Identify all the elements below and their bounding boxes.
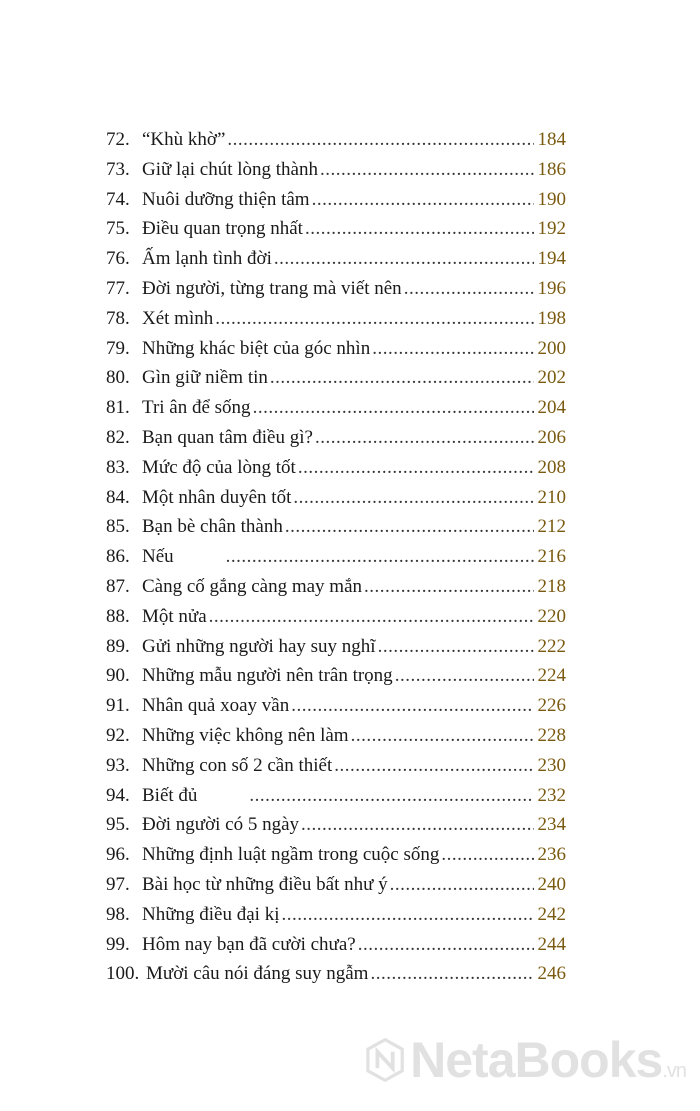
toc-entry xyxy=(106,244,566,274)
entry-page: 244 xyxy=(537,933,566,955)
toc-entry xyxy=(106,125,566,155)
dot-leader xyxy=(395,661,534,691)
entry-number: 88. xyxy=(106,605,130,627)
netabooks-logo-icon xyxy=(366,1025,404,1095)
entry-page: 208 xyxy=(537,456,566,478)
entry-page: 202 xyxy=(537,367,566,389)
dot-leader xyxy=(291,691,534,721)
toc-entry xyxy=(106,840,566,870)
toc-entry xyxy=(106,393,566,423)
entry-title: Mười câu nói đáng suy ngẫm xyxy=(146,963,369,985)
watermark-brand: NetaBooks xyxy=(410,1032,663,1088)
entry-title: Những định luật ngầm trong cuộc sống xyxy=(142,844,440,866)
entry-number: 90. xyxy=(106,665,130,687)
entry-page: 232 xyxy=(537,784,566,806)
entry-page: 196 xyxy=(537,277,566,299)
entry-number: 89. xyxy=(106,635,130,657)
dot-leader xyxy=(441,840,534,870)
watermark-text xyxy=(410,1031,686,1089)
entry-title: Điều quan trọng nhất xyxy=(142,218,303,240)
toc-entry xyxy=(106,214,566,244)
watermark-suffix: .vn xyxy=(662,1060,686,1082)
entry-number: 93. xyxy=(106,754,130,776)
entry-page: 194 xyxy=(537,248,566,270)
toc-entry xyxy=(106,870,566,900)
dot-leader xyxy=(370,959,534,989)
dot-leader xyxy=(334,751,534,781)
entry-title: Bài học từ những điều bất như ý xyxy=(142,873,388,895)
toc-entry xyxy=(106,185,566,215)
entry-number: 92. xyxy=(106,724,130,746)
toc-entry xyxy=(106,691,566,721)
table-of-contents xyxy=(106,125,566,989)
entry-title: Đời người, từng trang mà viết nên xyxy=(142,277,402,299)
entry-number: 77. xyxy=(106,277,130,299)
entry-title: Những khác biệt của góc nhìn xyxy=(142,337,371,359)
entry-number: 96. xyxy=(106,844,130,866)
entry-title: Những mẫu người nên trân trọng xyxy=(142,665,393,687)
entry-title: Ấm lạnh tình đời xyxy=(142,248,272,270)
entry-page: 210 xyxy=(537,486,566,508)
toc-entry xyxy=(106,721,566,751)
dot-leader xyxy=(209,602,534,632)
entry-number: 85. xyxy=(106,516,130,538)
entry-number: 97. xyxy=(106,873,130,895)
entry-page: 240 xyxy=(537,873,566,895)
toc-entry xyxy=(106,781,566,811)
entry-title: Giữ lại chút lòng thành xyxy=(142,158,318,180)
toc-entry xyxy=(106,632,566,662)
entry-title: Hôm nay bạn đã cười chưa? xyxy=(142,933,356,955)
entry-number: 74. xyxy=(106,188,130,210)
entry-page: 242 xyxy=(537,903,566,925)
toc-entry xyxy=(106,453,566,483)
dot-leader xyxy=(320,155,534,185)
entry-title: Tri ân để sống xyxy=(142,397,251,419)
entry-page: 224 xyxy=(537,665,566,687)
entry-number: 79. xyxy=(106,337,130,359)
entry-number: 87. xyxy=(106,575,130,597)
entry-title: Những con số 2 cần thiết xyxy=(142,754,333,776)
toc-entry xyxy=(106,572,566,602)
dot-leader xyxy=(227,125,534,155)
toc-entry xyxy=(106,661,566,691)
dot-leader xyxy=(351,721,534,751)
entry-page: 226 xyxy=(537,695,566,717)
dot-leader xyxy=(378,632,534,662)
toc-entry xyxy=(106,542,566,572)
toc-entry xyxy=(106,334,566,364)
entry-title: Một nhân duyên tốt xyxy=(142,486,292,508)
netabooks-watermark xyxy=(366,1022,686,1098)
dot-leader xyxy=(281,900,534,930)
entry-number: 82. xyxy=(106,426,130,448)
entry-number: 84. xyxy=(106,486,130,508)
entry-title: Biết đủ xyxy=(142,784,198,806)
toc-entry xyxy=(106,900,566,930)
dot-leader xyxy=(358,930,534,960)
entry-title: Đời người có 5 ngày xyxy=(142,814,300,836)
dot-leader xyxy=(390,870,534,900)
entry-number: 75. xyxy=(106,218,130,240)
dot-leader xyxy=(253,393,534,423)
entry-number: 98. xyxy=(106,903,130,925)
toc-entry xyxy=(106,423,566,453)
entry-title: Những việc không nên làm xyxy=(142,724,349,746)
toc-entry xyxy=(106,810,566,840)
dot-leader xyxy=(301,810,534,840)
entry-number: 78. xyxy=(106,307,130,329)
entry-page: 220 xyxy=(537,605,566,627)
dot-leader xyxy=(372,334,534,364)
entry-number: 99. xyxy=(106,933,130,955)
entry-title: Gìn giữ niềm tin xyxy=(142,367,268,389)
toc-entry xyxy=(106,751,566,781)
entry-page: 222 xyxy=(537,635,566,657)
entry-title: Xét mình xyxy=(142,307,214,329)
entry-page: 186 xyxy=(537,158,566,180)
toc-entry xyxy=(106,959,566,989)
entry-page: 246 xyxy=(537,963,566,985)
dot-leader xyxy=(312,185,534,215)
dot-leader xyxy=(274,244,534,274)
dot-leader xyxy=(226,542,534,572)
entry-title: Mức độ của lòng tốt xyxy=(142,456,296,478)
dot-leader xyxy=(285,512,534,542)
dot-leader xyxy=(364,572,534,602)
toc-entry xyxy=(106,602,566,632)
entry-page: 212 xyxy=(537,516,566,538)
toc-entry xyxy=(106,483,566,513)
entry-page: 204 xyxy=(537,397,566,419)
dot-leader xyxy=(270,363,534,393)
entry-title: “Khù khờ” xyxy=(142,129,226,150)
dot-leader xyxy=(315,423,534,453)
entry-number: 83. xyxy=(106,456,130,478)
entry-page: 216 xyxy=(537,546,566,568)
entry-number: 94. xyxy=(106,784,130,806)
entry-page: 236 xyxy=(537,844,566,866)
entry-page: 190 xyxy=(537,188,566,210)
entry-page: 198 xyxy=(537,307,566,329)
entry-page: 184 xyxy=(537,129,566,150)
toc-entry xyxy=(106,155,566,185)
entry-number: 100. xyxy=(106,963,140,985)
entry-title: Những điều đại kị xyxy=(142,903,280,925)
toc-entry xyxy=(106,274,566,304)
dot-leader xyxy=(249,781,534,811)
toc-entry xyxy=(106,512,566,542)
entry-number: 91. xyxy=(106,695,130,717)
entry-number: 95. xyxy=(106,814,130,836)
dot-leader xyxy=(305,214,534,244)
entry-number: 81. xyxy=(106,397,130,419)
dot-leader xyxy=(404,274,534,304)
entry-title: Càng cố gắng càng may mắn xyxy=(142,575,363,597)
toc-entry xyxy=(106,930,566,960)
entry-number: 76. xyxy=(106,248,130,270)
entry-number: 72. xyxy=(106,129,130,150)
entry-page: 234 xyxy=(537,814,566,836)
dot-leader xyxy=(298,453,534,483)
entry-page: 206 xyxy=(537,426,566,448)
entry-page: 230 xyxy=(537,754,566,776)
entry-number: 80. xyxy=(106,367,130,389)
toc-entry xyxy=(106,363,566,393)
entry-title: Nuôi dưỡng thiện tâm xyxy=(142,188,310,210)
toc-entry xyxy=(106,304,566,334)
entry-title: Nếu xyxy=(142,546,174,568)
entry-page: 192 xyxy=(537,218,566,240)
entry-number: 73. xyxy=(106,158,130,180)
entry-title: Bạn quan tâm điều gì? xyxy=(142,426,313,448)
entry-page: 218 xyxy=(537,575,566,597)
dot-leader xyxy=(215,304,534,334)
entry-title: Gửi những người hay suy nghĩ xyxy=(142,635,376,657)
entry-number: 86. xyxy=(106,546,130,568)
entry-title: Bạn bè chân thành xyxy=(142,516,283,538)
entry-title: Một nửa xyxy=(142,605,207,627)
dot-leader xyxy=(293,483,534,513)
entry-title: Nhân quả xoay vần xyxy=(142,695,290,717)
entry-page: 228 xyxy=(537,724,566,746)
entry-page: 200 xyxy=(537,337,566,359)
